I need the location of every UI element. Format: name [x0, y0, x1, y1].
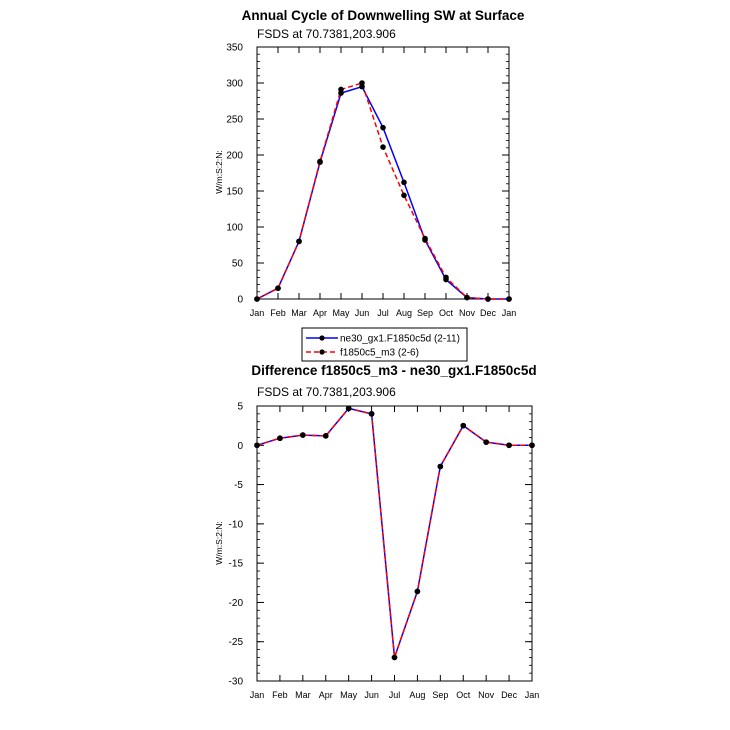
- y-tick-label: 350: [226, 42, 243, 54]
- x-tick-label: Aug: [395, 308, 413, 318]
- y-tick-label: 250: [226, 114, 243, 126]
- series-2-point: [415, 589, 421, 595]
- x-tick-label: May: [332, 308, 350, 318]
- legend-marker-series-2: [319, 349, 324, 354]
- series-2-point: [369, 411, 375, 417]
- chart-subtitle: FSDS at 70.7381,203.906: [257, 27, 396, 41]
- x-tick-label: Jul: [388, 690, 401, 700]
- y-tick-label: -25: [228, 637, 243, 649]
- series-markers: [254, 80, 512, 302]
- series-2-point: [254, 442, 260, 448]
- x-tick-label: May: [340, 690, 358, 700]
- series-line-1: [257, 408, 532, 657]
- series-2-point: [401, 193, 407, 199]
- x-tick-label: Jan: [524, 690, 540, 700]
- series-lines: [257, 408, 532, 657]
- plot-frame: [257, 406, 532, 681]
- y-tick-label: 100: [226, 222, 243, 234]
- axis-ticks: [257, 406, 532, 681]
- x-tick-label: Oct: [456, 690, 471, 700]
- y-tick-label: -30: [228, 676, 243, 688]
- series-lines: [257, 83, 509, 299]
- difference-panel: [214, 363, 539, 700]
- x-tick-label: Feb: [272, 690, 288, 700]
- x-tick-label: Sep: [416, 308, 434, 318]
- x-tick-label: Dec: [479, 308, 497, 318]
- series-2-point: [277, 435, 283, 441]
- series-2-point: [483, 439, 489, 445]
- series-2-point: [529, 442, 535, 448]
- series-1-point: [380, 125, 386, 131]
- series-2-point: [506, 442, 512, 448]
- series-2-point: [438, 464, 444, 470]
- x-tick-label: Sep: [432, 690, 449, 700]
- series-2-point: [323, 433, 329, 439]
- series-2-point: [346, 406, 352, 412]
- x-tick-label: Apr: [318, 690, 333, 700]
- series-2-point: [380, 144, 386, 150]
- x-tick-label: Oct: [438, 308, 454, 318]
- series-2-point: [392, 655, 398, 661]
- y-tick-label: 0: [237, 440, 243, 452]
- y-tick-label: 0: [237, 294, 243, 306]
- y-tick-label: -5: [234, 480, 243, 492]
- y-tick-label: 300: [226, 78, 243, 90]
- chart-title: Difference f1850c5_m3 - ne30_gx1.F1850c5d: [251, 363, 537, 378]
- tick-labels: [226, 43, 516, 319]
- series-2-point: [300, 432, 306, 438]
- legend-label-series-1: ne30_gx1.F1850c5d (2-11): [340, 333, 460, 345]
- x-tick-label: Jan: [501, 308, 517, 318]
- legend-marker-series-1: [319, 335, 324, 340]
- x-tick-label: Jun: [354, 308, 370, 318]
- series-2-point: [422, 236, 428, 242]
- series-2-point: [275, 285, 281, 291]
- x-tick-label: Jun: [364, 690, 379, 700]
- y-tick-label: -20: [228, 597, 243, 609]
- legend: [302, 328, 467, 361]
- chart-title: Annual Cycle of Downwelling SW at Surface: [241, 8, 525, 23]
- x-tick-label: Feb: [270, 308, 286, 318]
- series-2-point: [506, 296, 512, 302]
- y-axis-label: W/m:S:2:N:: [214, 150, 224, 194]
- x-tick-label: Mar: [291, 308, 307, 318]
- x-tick-label: Jan: [249, 690, 265, 700]
- series-2-point: [460, 423, 466, 429]
- series-2-point: [338, 87, 344, 93]
- series-line-2: [257, 408, 532, 657]
- y-tick-label: -15: [228, 558, 243, 570]
- series-2-point: [485, 296, 491, 302]
- y-tick-label: 50: [231, 258, 243, 270]
- y-tick-label: -10: [228, 519, 243, 531]
- series-2-point: [359, 80, 365, 86]
- series-2-point: [254, 296, 260, 302]
- plot-frame: [257, 47, 509, 299]
- series-2-point: [464, 295, 470, 301]
- axis-ticks: [257, 47, 509, 299]
- y-tick-label: 200: [226, 150, 243, 162]
- series-2-point: [296, 239, 302, 245]
- series-2-point: [443, 275, 449, 281]
- annual-cycle-panel: [214, 8, 525, 318]
- x-tick-label: Nov: [478, 690, 495, 700]
- x-tick-label: Jul: [377, 308, 389, 318]
- x-tick-label: Nov: [458, 308, 476, 318]
- x-tick-label: Dec: [501, 690, 518, 700]
- y-tick-label: 5: [237, 401, 243, 413]
- x-tick-label: Jan: [249, 308, 265, 318]
- x-tick-label: Mar: [295, 690, 311, 700]
- series-line-2: [257, 83, 509, 299]
- y-axis-label: W/m:S:2:N:: [214, 521, 224, 565]
- x-tick-label: Aug: [409, 690, 426, 700]
- chart-subtitle: FSDS at 70.7381,203.906: [257, 385, 396, 399]
- x-tick-label: Apr: [312, 308, 328, 318]
- series-1-point: [401, 180, 407, 186]
- y-tick-label: 150: [226, 186, 243, 198]
- legend-label-series-2: f1850c5_m3 (2-6): [340, 347, 419, 359]
- series-line-1: [257, 87, 509, 299]
- series-2-point: [317, 159, 323, 165]
